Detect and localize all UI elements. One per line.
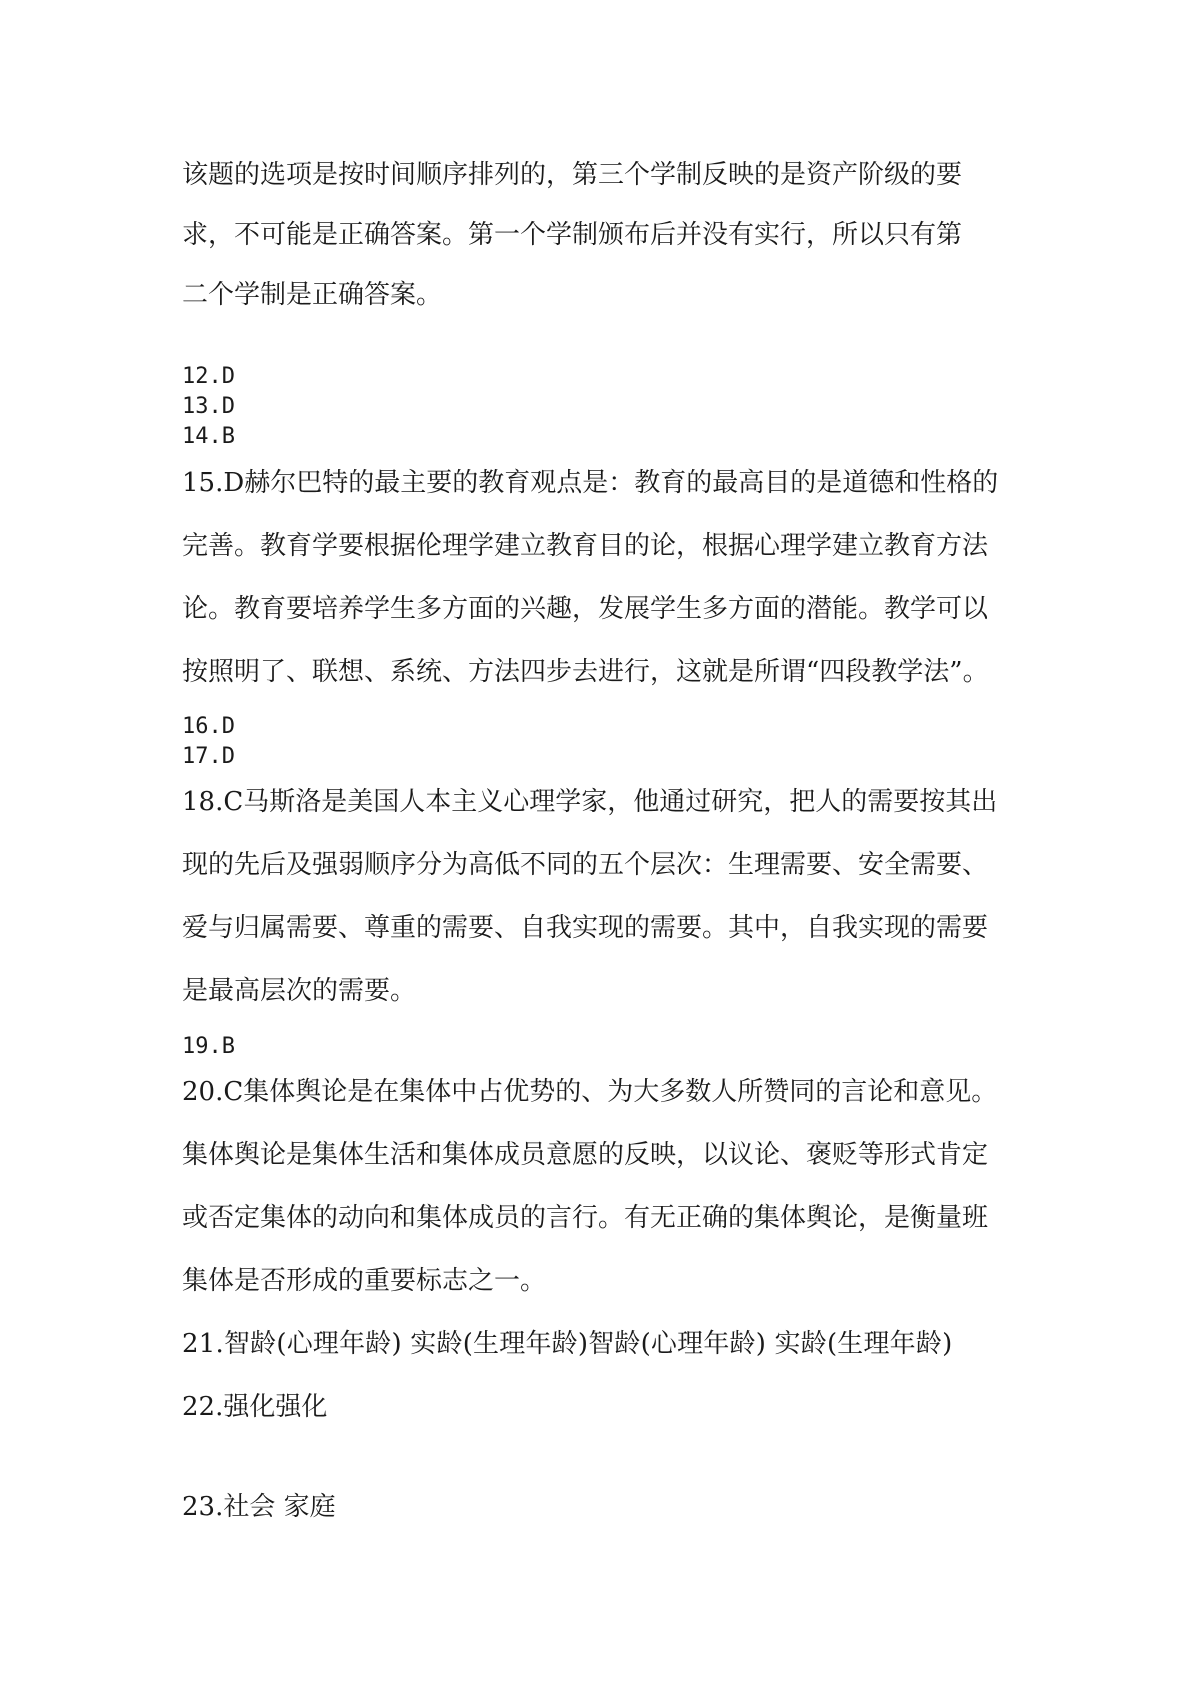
- text-line: 爱与归属需要、尊重的需要、自我实现的需要。其中，自我实现的需要: [182, 913, 989, 943]
- answer-line: 17.D: [182, 744, 235, 769]
- answer-line: 12.D: [182, 364, 235, 389]
- text-line: 15.D赫尔巴特的最主要的教育观点是：教育的最高目的是道德和性格的: [182, 468, 999, 498]
- text-line: 二个学制是正确答案。: [182, 280, 443, 310]
- answer-line: 13.D: [182, 394, 235, 419]
- text-line: 论。教育要培养学生多方面的兴趣，发展学生多方面的潜能。教学可以: [182, 594, 989, 624]
- text-line: 21.智龄(心理年龄) 实龄(生理年龄)智龄(心理年龄) 实龄(生理年龄): [182, 1329, 953, 1359]
- text-line: 18.C马斯洛是美国人本主义心理学家，他通过研究，把人的需要按其出: [182, 787, 998, 817]
- text-line: 集体是否形成的重要标志之一。: [182, 1266, 547, 1296]
- text-line: 完善。教育学要根据伦理学建立教育目的论，根据心理学建立教育方法: [182, 531, 989, 561]
- answer-line: 14.B: [182, 424, 235, 449]
- text-line: 20.C集体舆论是在集体中占优势的、为大多数人所赞同的言论和意见。: [182, 1077, 998, 1107]
- text-line: 按照明了、联想、系统、方法四步去进行，这就是所谓“四段教学法”。: [182, 657, 989, 687]
- text-line: 求，不可能是正确答案。第一个学制颁布后并没有实行，所以只有第: [182, 220, 963, 250]
- text-line: 该题的选项是按时间顺序排列的，第三个学制反映的是资产阶级的要: [182, 160, 963, 190]
- answer-line: 19.B: [182, 1034, 235, 1059]
- text-line: 集体舆论是集体生活和集体成员意愿的反映，以议论、褒贬等形式肯定: [182, 1140, 989, 1170]
- answer-line: 16.D: [182, 714, 235, 739]
- text-line: 22.强化强化: [182, 1392, 328, 1422]
- text-line: 23.社会 家庭: [182, 1492, 336, 1522]
- text-line: 是最高层次的需要。: [182, 976, 417, 1006]
- text-line: 现的先后及强弱顺序分为高低不同的五个层次：生理需要、安全需要、: [182, 850, 989, 880]
- text-line: 或否定集体的动向和集体成员的言行。有无正确的集体舆论，是衡量班: [182, 1203, 989, 1233]
